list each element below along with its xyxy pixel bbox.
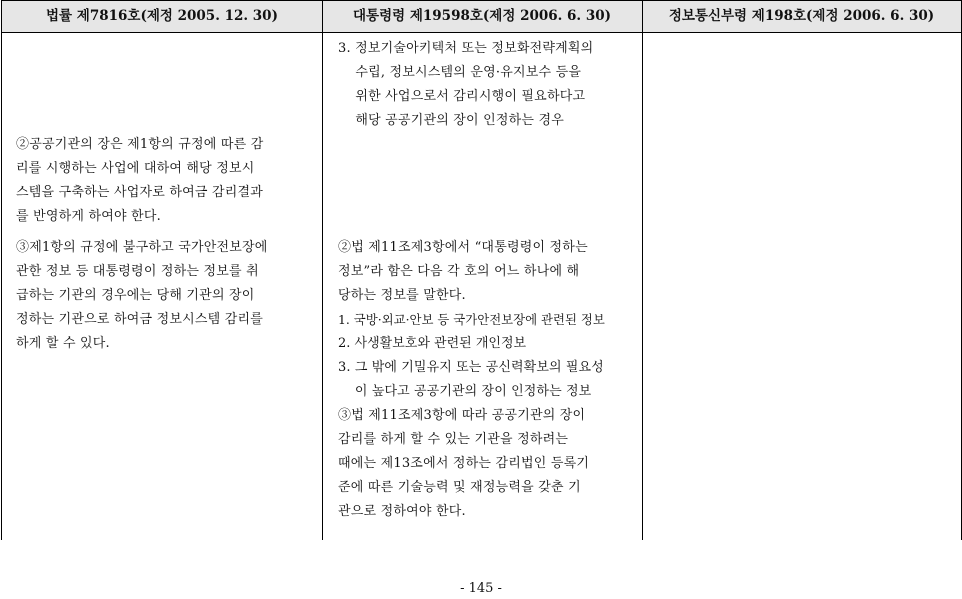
law-comparison-table xyxy=(1,0,962,540)
law-paragraph-3: ③제1항의 규정에 불구하고 국가안전보장에 관한 정보 등 대통령령이 정하는 정보를 취 급하는 기관의 경우에는 당해 기관의 장이 정하는 기관으로 하여금 정보시스템 감리를 하게 할 수 있다. xyxy=(16,240,268,351)
decree-paragraph-3: ③법 제11조제3항에 따라 공공기관의 장이 감리를 하게 할 수 있는 기관을 정하려는 때에는 제13조에서 정하는 감리법인 등록기 준에 따른 기술능력 및 재정능력을 갖춘 기 관으로 정하여야 한다. xyxy=(338,408,590,519)
column-divider xyxy=(642,0,643,540)
header-ordinance: 정보통신부령 제198호(제정 2006. 6. 30) xyxy=(668,8,935,24)
law-paragraph-2: ②공공기관의 장은 제1항의 규정에 따른 감 리를 시행하는 사업에 대하여 해당 정보시 스템을 구축하는 사업자로 하여금 감리결과 를 반영하게 하여야 한다. xyxy=(16,137,264,224)
page-number: - 145 - xyxy=(460,581,502,596)
table-header-row xyxy=(2,0,961,33)
decree-paragraph-2: ②법 제11조제3항에서 “대통령령이 정하는 정보”라 함은 다음 각 호의 어느 하나에 해 당하는 정보를 말한다. xyxy=(338,240,588,303)
decree-item-1: 1. 국방·외교·안보 등 국가안전보장에 관련된 정보 xyxy=(338,312,605,327)
header-decree: 대통령령 제19598호(제정 2006. 6. 30) xyxy=(352,8,612,24)
column-divider xyxy=(322,0,323,540)
header-law: 법률 제7816호(제정 2005. 12. 30) xyxy=(46,8,278,24)
decree-item-2: 2. 사생활보호와 관련된 개인정보 xyxy=(338,336,527,351)
decree-item-3-top: 3. 정보기술아키텍처 또는 정보화전략계획의 수립, 정보시스템의 운영·유지보수 등을 위한 사업으로서 감리시행이 필요하다고 해당 공공기관의 장이 인정하는 경우 xyxy=(338,41,594,128)
decree-item-3-bottom: 3. 그 밖에 기밀유지 또는 공신력확보의 필요성 이 높다고 공공기관의 장이 인정하는 정보 xyxy=(338,360,604,399)
